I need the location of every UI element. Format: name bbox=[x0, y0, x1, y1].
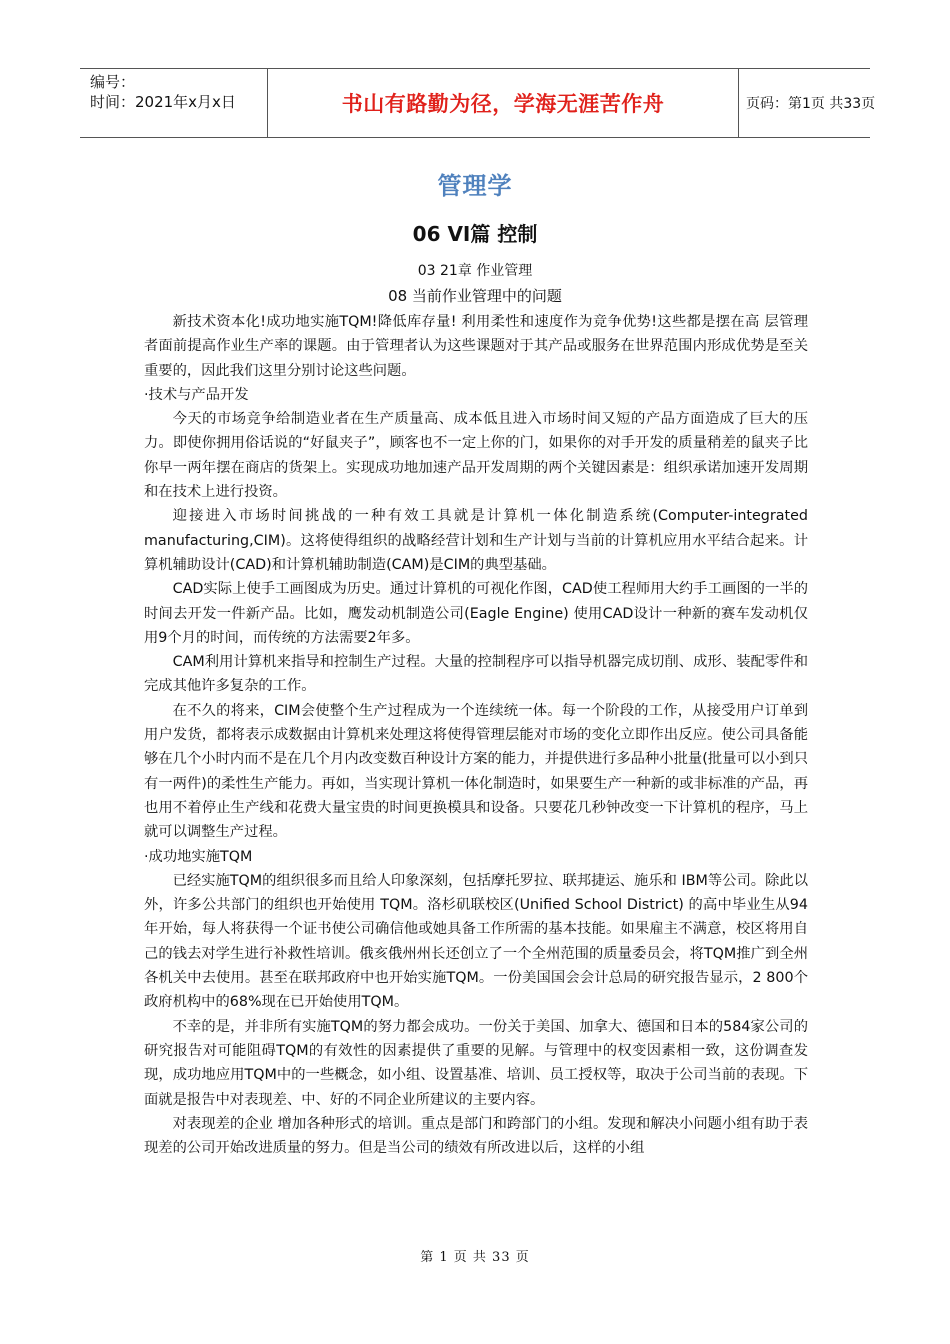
bullet-heading: ·技术与产品开发 bbox=[144, 386, 249, 403]
page-header bbox=[80, 68, 876, 138]
paragraph: 迎接进入市场时间挑战的一种有效工具就是计算机一体化制造系统(Computer-integrated manufacturing,CIM)。这将使得组织的战略经营计划和生产计划与当前的计算机应用水平结合起来。计算机辅助设计(CAD)和计算机辅助制造(CAM)是CIM的典型基础。 bbox=[144, 508, 808, 573]
header-motto: 书山有路勤为径，学海无涯苦作舟 bbox=[341, 91, 665, 116]
paragraph: 今天的市场竞争给制造业者在生产质量高、成本低且进入市场时间又短的产品方面造成了巨大的压力。即使你拥用俗话说的“好鼠夹子”，顾客也不一定上你的门，如果你的对手开发的质量稍差的鼠夹子比你早一两年摆在商店的货架上。实现成功地加速产品开发周期的两个关键因素是：组织承诺加速开发周期和在技术上进行投资。 bbox=[144, 411, 808, 501]
paragraph: 在不久的将来，CIM会使整个生产过程成为一个连续统一体。每一个阶段的工作，从接受用户订单到用户发货，都将表示成数据由计算机来处理这将使得管理层能对市场的变化立即作出反应。使公司具备能够在几个小时内而不是在几个月内改变数百种设计方案的能力，并提供进行多品种小批量(批量可以小到只有一两件)的柔性生产能力。再如，当实现计算机一体化制造时，如果要生产一种新的或非标准的产品，再也用不着停止生产线和花费大量宝贵的时间更换模具和设备。只要花几秒钟改变一下计算机的程序，马上就可以调整生产过程。 bbox=[144, 702, 808, 841]
paragraph: 新技术资本化!成功地实施TQM!降低库存量! 利用柔性和速度作为竞争优势!这些都是摆在高 层管理者面前提高作业生产率的课题。由于管理者认为这些课题对于其产品或服务在世界范围内形成优势是至关重要的，因此我们这里分别讨论这些问题。 bbox=[144, 314, 808, 379]
subsection-heading: 08 当前作业管理中的问题 bbox=[388, 287, 562, 305]
header-page-info: 页码：第1页 共33页 bbox=[746, 96, 876, 112]
paragraph: 已经实施TQM的组织很多而且给人印象深刻，包括摩托罗拉、联邦捷运、施乐和 IBM等公司。除此以外，许多公共部门的组织也开始使用 TQM。洛杉矶联校区(Unified School District) 的高中毕业生从94年开始，每人将获得一个证书使公司确信他或她具备工作所需的基本技能。如果雇主不满意，校区将用自己的钱去对学生进行补救性培训。俄亥俄州州长还创立了一个全州范围的质量委员会，将TQM推广到全州各机关中去使用。甚至在联邦政府中也开始实施TQM。一份美国国会会计总局的研究报告显示，2 800个政府机构中的68%现在已开始使用TQM。 bbox=[144, 872, 808, 1011]
header-meta bbox=[80, 69, 268, 137]
paragraph: 不幸的是，并非所有实施TQM的努力都会成功。一份关于美国、加拿大、德国和日本的584家公司的研究报告对可能阻碍TQM的有效性的因素提供了重要的见解。与管理中的权变因素相一致，这份调查发现，成功地应用TQM中的一些概念，如小组、设置基准、培训、员工授权等，取决于公司当前的表现。下面就是报告中对表现差、中、好的不同企业所建议的主要内容。 bbox=[144, 1018, 808, 1108]
document-number-label: 编号： bbox=[90, 73, 136, 91]
paragraph: CAM利用计算机来指导和控制生产过程。大量的控制程序可以指导机器完成切削、成形、装配零件和完成其他许多复杂的工作。 bbox=[144, 654, 808, 695]
body-text bbox=[144, 310, 808, 1160]
document-title: 管理学 bbox=[437, 172, 513, 200]
page-footer: 第 1 页 共 33 页 bbox=[420, 1250, 530, 1265]
paragraph: CAD实际上使手工画图成为历史。通过计算机的可视化作图，CAD使工程师用大约手工画图的一半的时间去开发一件新产品。比如，鹰发动机制造公司(Eagle Engine) 使用CAD设计一种新的赛车发动机仅用9个月的时间，而传统的方法需要2年多。 bbox=[144, 581, 808, 646]
chapter-heading: 03 21章 作业管理 bbox=[417, 263, 533, 279]
document-date-label: 时间：2021年x月x日 bbox=[90, 93, 236, 111]
bullet-heading: ·成功地实施TQM bbox=[144, 848, 253, 865]
header-motto-cell bbox=[268, 69, 739, 137]
section-heading: 06 VI篇 控制 bbox=[412, 222, 538, 246]
paragraph: 对表现差的企业 增加各种形式的培训。重点是部门和跨部门的小组。发现和解决小问题小组有助于表现差的公司开始改进质量的努力。但是当公司的绩效有所改进以后，这样的小组 bbox=[144, 1115, 808, 1157]
